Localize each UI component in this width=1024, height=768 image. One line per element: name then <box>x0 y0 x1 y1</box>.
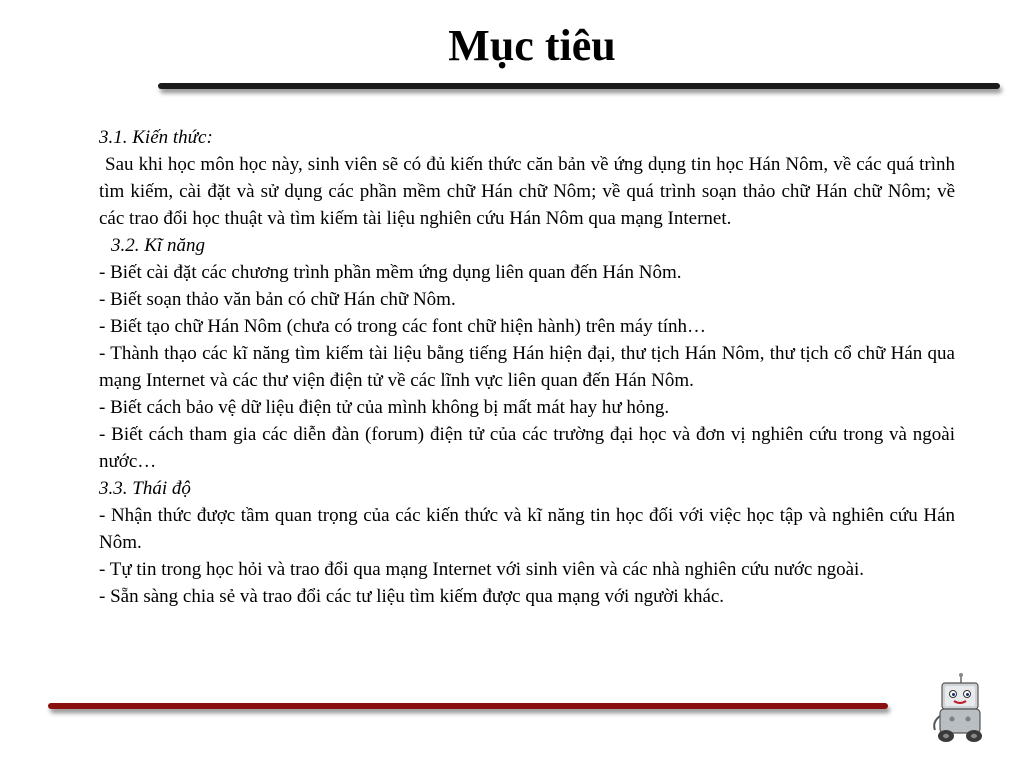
attitude-item: - Tự tin trong học hỏi và trao đổi qua mạng Internet với sinh viên và các nhà nghiên cứu nước ngoài. <box>99 559 865 580</box>
skills-item: - Biết cài đặt các chương trình phần mềm ứng dụng liên quan đến Hán Nôm. <box>99 262 682 283</box>
attitude-item: - Nhận thức được tầm quan trọng của các kiến thức và kĩ năng tin học đối với việc học tập và nghiên cứu Hán Nôm. <box>99 505 955 553</box>
skills-item: - Biết cách bảo vệ dữ liệu điện tử của mình không bị mất mát hay hư hỏng. <box>99 397 670 418</box>
footer-divider <box>48 703 888 709</box>
knowledge-paragraph: Sau khi học môn học này, sinh viên sẽ có đủ kiến thức căn bản về ứng dụng tin học Hán Nôm, về các quá trình tìm kiếm, cài đặt và sử dụng các phần mềm chữ Hán chữ Nôm; về quá trình soạn thảo chữ Hán chữ Nôm; về các trao đổi học thuật và tìm kiếm tài liệu nghiên cứu Hán Nôm qua mạng Internet. <box>99 154 955 229</box>
skills-item: - Thành thạo các kĩ năng tìm kiếm tài liệu bằng tiếng Hán hiện đại, thư tịch Hán Nôm, thư tịch cổ chữ Hán qua mạng Internet và các thư viện điện tử về các lĩnh vực liên quan đến Hán Nôm. <box>99 343 955 391</box>
knowledge-heading: 3.1. Kiến thức: <box>99 127 213 148</box>
skills-item: - Biết tạo chữ Hán Nôm (chưa có trong các font chữ hiện hành) trên máy tính… <box>99 316 707 337</box>
slide-content <box>99 124 955 610</box>
skills-heading: 3.2. Kĩ năng <box>111 235 205 256</box>
attitude-heading: 3.3. Thái độ <box>99 478 191 499</box>
robot-mascot-icon <box>928 672 986 744</box>
attitude-item: - Sẵn sàng chia sẻ và trao đổi các tư liệu tìm kiếm được qua mạng với người khác. <box>99 586 725 607</box>
page-title: Mục tiêu <box>448 21 616 70</box>
title-divider <box>158 83 1000 89</box>
skills-item: - Biết cách tham gia các diễn đàn (forum) điện tử của các trường đại học và đơn vị nghiên cứu trong và ngoài nước… <box>99 424 955 472</box>
skills-item: - Biết soạn thảo văn bản có chữ Hán chữ Nôm. <box>99 289 456 310</box>
